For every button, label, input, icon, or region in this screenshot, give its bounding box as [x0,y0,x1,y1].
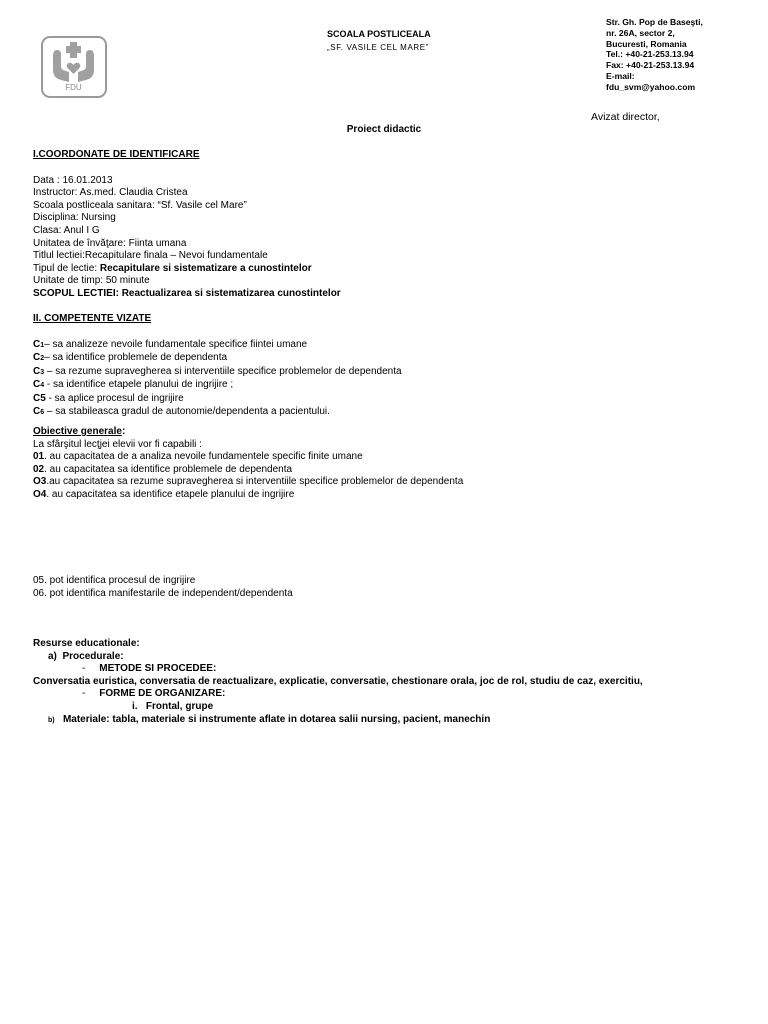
obiective-heading: Obiective generale: [33,426,126,437]
address-line: nr. 26A, sector 2, [606,27,675,38]
obiective-extra [33,575,293,600]
obiectiv-extra-item: 05. pot identifica procesul de ingrijire [33,575,196,586]
competenta-item: C6 – sa stabileasca gradul de autonomie/dependenta a pacientului. [33,405,330,417]
address-line: Bucuresti, Romania [606,38,687,49]
section-obiective [33,426,463,502]
obiective-intro: La sfârşitul lecţjei elevii vor fi capabili : [33,438,202,450]
scoala-line: Scoala postliceala sanitara: “Sf. Vasile cel Mare” [33,199,247,211]
resurse-heading: Resurse educationale: [33,638,140,649]
competenta-item: C4 - sa identifice etapele planului de ingrijire ; [33,379,234,391]
forme-item: i. Frontal, grupe [132,700,214,712]
school-subname: „SF. VASILE CEL MARE” [327,43,429,52]
competenta-item: C1– sa analizeze nevoile fundamentale specifice fiintei umane [33,338,308,350]
phone-line: Tel.: +40-21-253.13.94 [606,49,694,60]
tipul-value: Recapitulare si sistematizare a cunostintelor [99,262,312,274]
obiectiv-extra-item: 06. pot identifica manifestarile de independent/dependenta [33,587,293,599]
competenta-item: C5 - sa aplice procesul de ingrijire [33,392,184,404]
address-line: Str. Gh. Pop de Baseşti, [606,17,703,27]
fax-line: Fax: +40-21-253.13.94 [606,60,695,71]
timp-line: Unitate de timp: 50 minute [33,275,150,287]
logo-label: FDU [65,83,82,92]
school-logo [41,36,107,98]
tipul-line [33,263,341,276]
section-resurse [33,638,643,727]
competenta-item: C3 – sa rezume supravegherea si interventiile specifice problemelor de dependenta [33,365,402,377]
clasa-line: Clasa: Anul I G [33,224,100,236]
scopul-line: SCOPUL LECTIEI: Reactualizarea si sistematizarea cunostintelor [33,287,341,299]
section-identificare [33,149,341,301]
obiectiv-item: 02. au capacitatea sa identifice problemele de dependenta [33,463,293,475]
document-title: Proiect didactic [346,124,422,135]
titlul-line: Titlul lectiei:Recapitulare finala – Nevoi fundamentale [33,250,268,262]
school-name: SCOALA POSTLICEALA [327,29,431,39]
metode-heading-line: - METODE SI PROCEDEE: [82,663,217,675]
data-line: Data : 16.01.2013 [33,174,113,186]
tipul-label: Tipul de lectie: [33,262,100,274]
email-link[interactable]: fdu_svm@yahoo.com [606,81,696,92]
section-heading: I.COORDONATE DE IDENTIFICARE [33,149,200,160]
instructor-line: Instructor: As.med. Claudia Cristea [33,187,188,199]
metode-text: Conversatia euristica, conversatia de reactualizare, explicatie, conversatie, chestionare orala, joc de rol, studiu de caz, exercitiu, [33,675,643,687]
address-block [606,17,703,93]
section-heading: II. COMPETENTE VIZATE [33,313,152,324]
materiale-line: b) Materiale: tabla, materiale si instrumente aflate in dotarea salii nursing, pacient, manechin [48,713,491,725]
email-label: E-mail: [606,70,635,81]
obiectiv-item: O4. au capacitatea sa identifice etapele planului de ingrijire [33,488,295,500]
procedurale-line: a) Procedurale: [48,650,124,662]
school-header [327,27,431,55]
disciplina-line: Disciplina: Nursing [33,212,116,224]
competenta-item: C2– sa identifice problemele de dependenta [33,352,228,364]
section-competente [33,313,402,419]
avizat-director: Avizat director, [591,111,660,123]
forme-heading-line: - FORME DE ORGANIZARE: [82,688,226,700]
unitatea-line: Unitatea de învăţare: Fiinta umana [33,237,187,249]
obiectiv-item: O3.au capacitatea sa rezume supravegherea si interventiile specifice problemelor de dependenta [33,476,464,488]
obiectiv-item: 01. au capacitatea de a analiza nevoile fundamentele specific finite umane [33,451,363,463]
